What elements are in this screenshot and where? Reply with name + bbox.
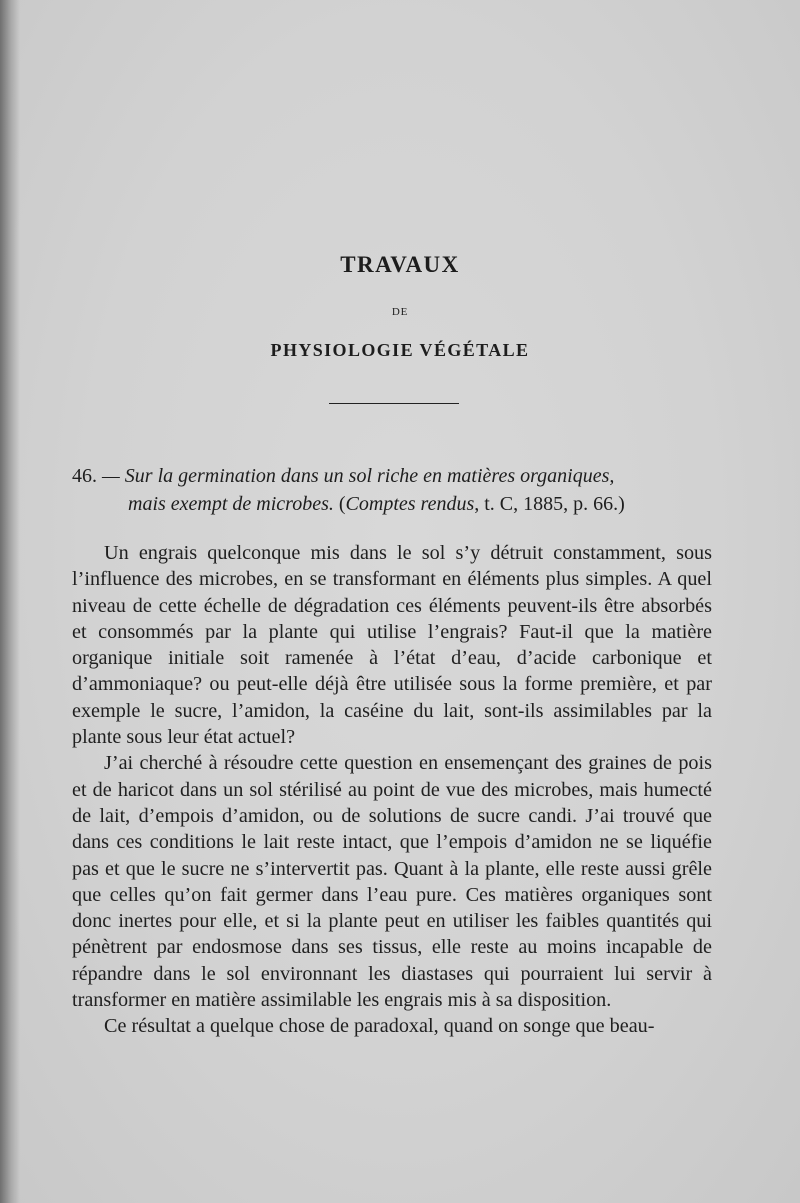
heading-physiologie-vegetale: PHYSIOLOGIE VÉGÉTALE <box>270 340 530 360</box>
reference-details: , t. C, 1885, p. 66.) <box>474 493 625 515</box>
paragraph-1: Un engrais quelconque mis dans le sol s’y détruit constamment, sous l’influence des microbes, en se transformant en éléments plus simples. A quel niveau de cette échelle de dégradation ces éléments peuvent-ils être absorbés et consommés par la plante qui utilise l’engrais? Faut-il que la matière organique initiale soit ramenée à l’état d’eau, d’acide carbonique et d’ammoniaque? ou peut-elle déjà être utilisée sous la forme première, et par exemple le sucre, l’amidon, la caséine du lait, sont-ils assimilables par la plante sous leur état actuel? <box>72 542 712 749</box>
article-body <box>72 540 712 1040</box>
article-title-part1: — Sur la germination dans un sol riche en matières organiques, <box>102 465 615 487</box>
page-edge-shadow <box>0 0 20 1203</box>
section-rule <box>329 403 459 404</box>
article-title <box>72 462 712 518</box>
heading-de: DE <box>391 306 409 318</box>
article-number: 46. <box>72 465 97 487</box>
heading-travaux: TRAVAUX <box>340 252 460 277</box>
reference-journal: Comptes rendus <box>345 493 475 515</box>
article-title-line2 <box>72 490 712 518</box>
paragraph-3: Ce résultat a quelque chose de paradoxal, quand on songe que beau- <box>104 1015 655 1038</box>
article-title-part2: mais exempt de microbes. <box>128 493 334 515</box>
paragraph-2: J’ai cherché à résoudre cette question en ensemençant des graines de pois et de haricot dans un sol stérilisé au point de vue des microbes, mais humecté de lait, d’empois d’amidon, ou de solutions de sucre candi. J’ai trouvé que dans ces conditions le lait reste intact, que l’empois d’amidon ne se liquéfie pas et que le sucre ne s’intervertit pas. Quant à la plante, elle reste aussi grêle que celles qu’on fait germer dans l’eau pure. Ces matières organiques sont donc inertes pour elle, et si la plante peut en utiliser les faibles quantités qui pénètrent par endosmose dans ses tissus, elle reste au moins incapable de répandre dans le sol environnant les diastases qui pourraient lui servir à transformer en matière assimilable les engrais mis à sa disposition. <box>72 752 712 1012</box>
reference-open: ( <box>338 493 346 515</box>
